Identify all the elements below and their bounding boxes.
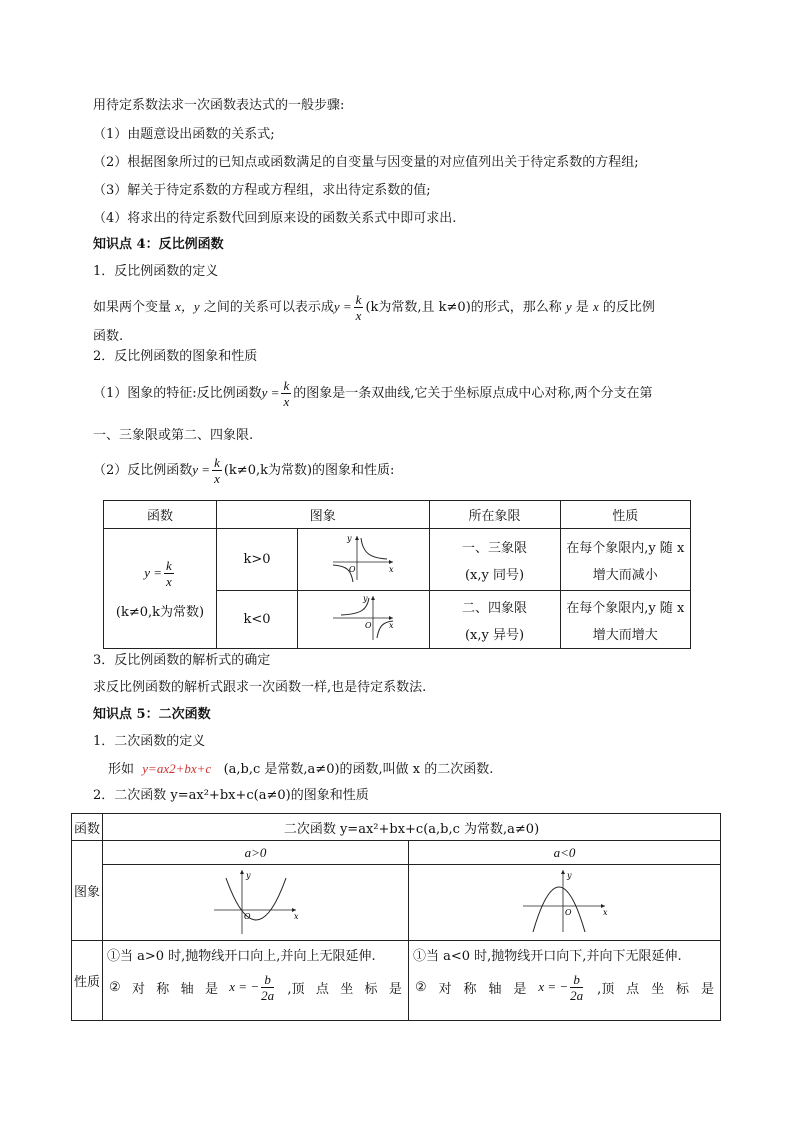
kp4-s2-title: 2．反比例函数的图象和性质 bbox=[93, 349, 258, 364]
step-4: （4）将求出的待定系数代回到原来设的函数关系式中即可求出. bbox=[93, 211, 457, 226]
condition-cell: k>0 bbox=[217, 529, 298, 591]
a-positive-header: a>0 bbox=[103, 841, 409, 865]
inverse-function-table bbox=[103, 500, 691, 649]
origin-label: O bbox=[349, 564, 356, 574]
kp4-heading: 知识点 4：反比例函数 bbox=[93, 237, 224, 252]
function-cell: y = $\frac{k}{x}$ (k≠0,k为常数) bbox=[104, 529, 217, 649]
kp4-s1-title: 1．反比例函数的定义 bbox=[93, 264, 219, 279]
parabola-down-graph bbox=[515, 866, 615, 936]
kp5-definition: 形如 y=ax2+bx+c (a,b,c 是常数,a≠0)的函数,叫做 x 的二次函数. bbox=[108, 761, 494, 777]
axis-x-label: x bbox=[389, 620, 394, 630]
property-cell: 在每个象限内,y 随 x 增大而减小 bbox=[560, 529, 691, 591]
step-1: （1）由题意设出函数的关系式; bbox=[93, 127, 275, 142]
kp4-s3-title: 3．反比例函数的解析式的确定 bbox=[93, 653, 271, 668]
property-cell: ①当 a>0 时,抛物线开口向上,并向上无限延伸. ② 对 称 轴 是 x = − $\frac{b}{2a}$ ,顶 点 坐 标 是 bbox=[103, 941, 409, 1021]
step-2: （2）根据图象所过的已知点或函数满足的自变量与因变量的对应值列出关于待定系数的方程组; bbox=[93, 155, 639, 170]
row-label: 图象 bbox=[72, 841, 103, 941]
table-header: 图象 bbox=[217, 501, 430, 529]
graph-cell bbox=[409, 865, 721, 941]
graph-cell bbox=[298, 529, 430, 591]
condition-cell: k<0 bbox=[217, 591, 298, 649]
axis-x-label: x bbox=[602, 907, 608, 917]
origin-label: O bbox=[365, 620, 372, 630]
kp4-p1: （1）图象的特征:反比例函数y = $\frac{k}{x}$ 的图象是一条双曲线,它关于坐标原点成中心对称,两个分支在第 bbox=[93, 378, 653, 409]
axis-y-label: y bbox=[363, 593, 368, 603]
kp5-s2-title: 2．二次函数 y=ax²+bx+c(a≠0)的图象和性质 bbox=[93, 788, 369, 803]
row-label: 函数 bbox=[72, 814, 103, 841]
quadrant-cell: 一、三象限 (x,y 同号) bbox=[429, 529, 560, 591]
kp4-p1-end: 一、三象限或第二、四象限. bbox=[93, 428, 254, 443]
kp4-s3-text: 求反比例函数的解析式跟求一次函数一样,也是待定系数法. bbox=[93, 680, 427, 695]
table-header: 函数 bbox=[104, 501, 217, 529]
quadrant-cell: 二、四象限 (x,y 异号) bbox=[429, 591, 560, 649]
kp4-definition-end: 函数. bbox=[93, 329, 124, 344]
axis-y-label: y bbox=[245, 870, 251, 880]
kp4-definition: 如果两个变量 x，y 之间的关系可以表示成y = $\frac{k}{x}$ (k为常数,且 k≠0)的形式，那么称 y 是 x 的反比例 bbox=[93, 292, 655, 323]
origin-label: O bbox=[243, 911, 251, 921]
property-cell: ①当 a<0 时,抛物线开口向下,并向下无限延伸. ② 对 称 轴 是 x = − $\frac{b}{2a}$ ,顶 点 坐 标 是 bbox=[409, 941, 721, 1021]
quadratic-function-table bbox=[71, 813, 721, 1021]
row-label: 性质 bbox=[72, 941, 103, 1021]
axis-y-label: y bbox=[566, 870, 572, 880]
graph-cell bbox=[298, 591, 430, 649]
hyperbola-k-positive-graph bbox=[327, 532, 399, 584]
graph-cell bbox=[103, 865, 409, 941]
origin-label: O bbox=[564, 907, 572, 917]
a-negative-header: a<0 bbox=[409, 841, 721, 865]
property-cell: 在每个象限内,y 随 x 增大而增大 bbox=[560, 591, 691, 649]
table-title: 二次函数 y=ax²+bx+c(a,b,c 为常数,a≠0) bbox=[103, 814, 721, 841]
table-header: 性质 bbox=[560, 501, 691, 529]
kp4-p2: （2）反比例函数y = $\frac{k}{x}$ (k≠0,k为常数)的图象和性质: bbox=[93, 455, 395, 486]
step-3: （3）解关于待定系数的方程或方程组，求出待定系数的值; bbox=[93, 183, 431, 198]
kp5-s1-title: 1．二次函数的定义 bbox=[93, 734, 206, 749]
hyperbola-k-negative-graph bbox=[327, 592, 399, 644]
table-header: 所在象限 bbox=[429, 501, 560, 529]
axis-x-label: x bbox=[293, 911, 299, 921]
steps-intro: 用待定系数法求一次函数表达式的一般步骤: bbox=[93, 98, 345, 113]
axis-y-label: y bbox=[347, 533, 352, 543]
parabola-up-graph bbox=[206, 866, 306, 936]
axis-x-label: x bbox=[389, 564, 394, 574]
kp5-heading: 知识点 5：二次函数 bbox=[93, 707, 211, 722]
